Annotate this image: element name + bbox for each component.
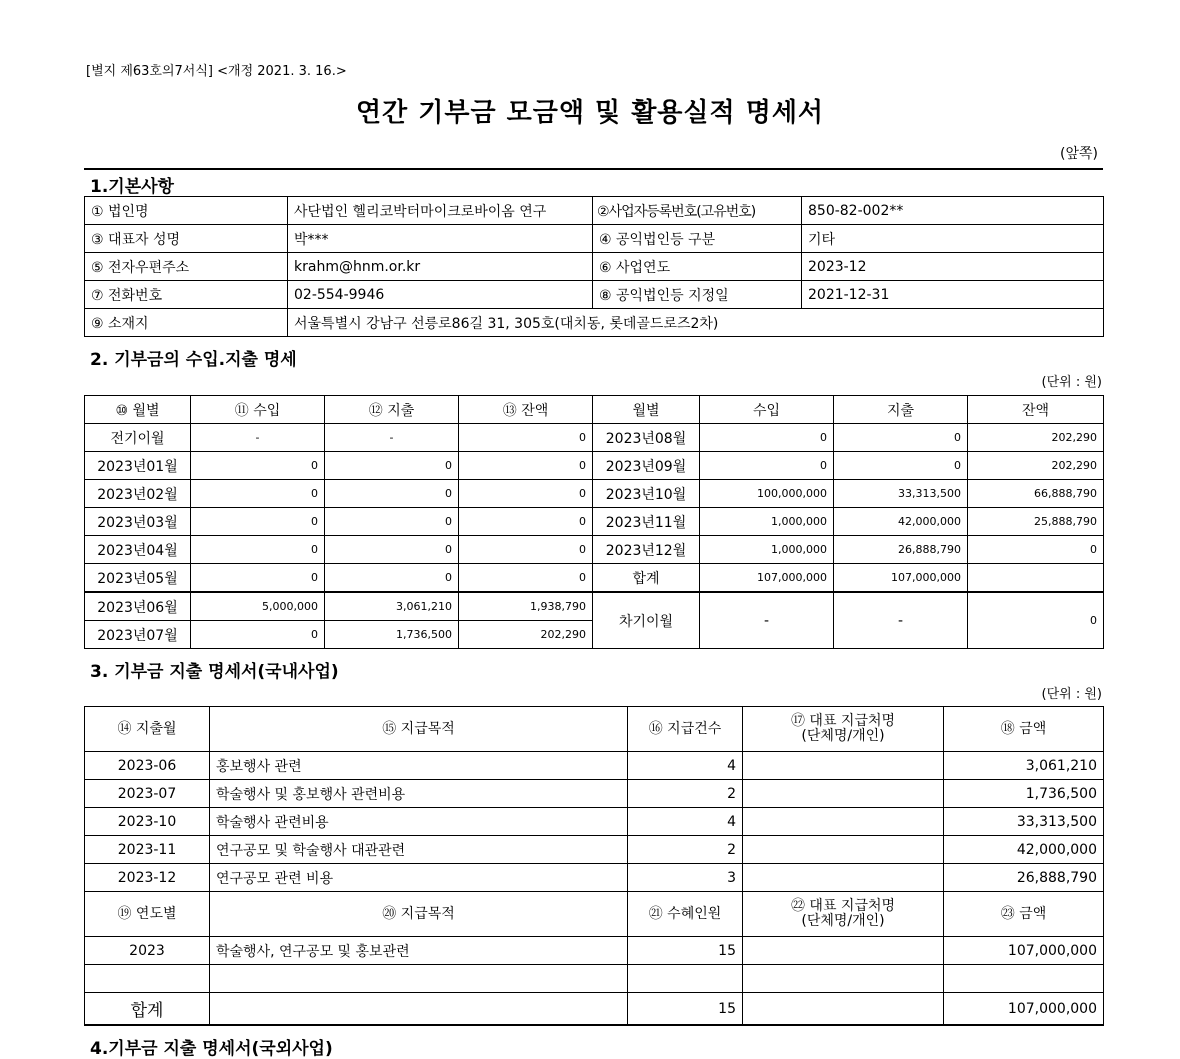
info-value: 02-554-9946 — [288, 281, 593, 309]
month-cell: 2023년10월 — [593, 480, 700, 508]
page-side: (앞쪽) — [1060, 146, 1098, 162]
month-row — [85, 508, 1104, 536]
amount-cell: 0 — [459, 536, 593, 564]
header-line: ㉒ 대표 지급처명 — [790, 898, 896, 914]
column-header: ⑱ 금액 — [944, 707, 1104, 752]
count-cell: 3 — [628, 864, 743, 892]
month-cell: 2023년08월 — [593, 424, 700, 452]
column-header: 월별 — [593, 396, 700, 424]
amount-cell: 33,313,500 — [944, 808, 1104, 836]
section3-heading: 3. 기부금 지출 명세서(국내사업) — [90, 662, 339, 682]
count-cell: 4 — [628, 808, 743, 836]
amount-cell: 0 — [834, 452, 968, 480]
purpose-cell: 연구공모 관련 비용 — [210, 864, 628, 892]
amount-cell: 25,888,790 — [968, 508, 1104, 536]
month-cell: 2023-07 — [85, 780, 210, 808]
column-header: ⑲ 연도별 — [85, 892, 210, 937]
info-label: ②사업자등록번호(고유번호) — [593, 197, 802, 225]
purpose-cell: 연구공모 및 학술행사 대관관련 — [210, 836, 628, 864]
month-cell: 2023년09월 — [593, 452, 700, 480]
month-cell: 합계 — [593, 564, 700, 593]
month-cell: 2023년12월 — [593, 536, 700, 564]
amount-cell: 42,000,000 — [834, 508, 968, 536]
info-row — [85, 225, 1104, 253]
expense-row — [85, 780, 1104, 808]
column-header: ⑮ 지급목적 — [210, 707, 628, 752]
month-row — [85, 480, 1104, 508]
amount-cell: 202,290 — [459, 621, 593, 649]
info-value: 2021-12-31 — [802, 281, 1104, 309]
month-cell: 2023년02월 — [85, 480, 191, 508]
amount-cell: 5,000,000 — [191, 592, 325, 621]
amount-cell: 0 — [459, 564, 593, 593]
section2-unit: (단위 : 원) — [1041, 375, 1102, 390]
amount-cell: - — [834, 592, 968, 649]
amount-cell: 66,888,790 — [968, 480, 1104, 508]
section4-heading: 4.기부금 지출 명세서(국외사업) — [90, 1039, 333, 1059]
address-value: 서울특별시 강남구 선릉로86길 31, 305호(대치동, 롯데골드로즈2차) — [288, 309, 1104, 337]
total-row — [85, 993, 1104, 1026]
month-cell: 2023년06월 — [85, 592, 191, 621]
month-cell: 2023-10 — [85, 808, 210, 836]
info-row — [85, 281, 1104, 309]
amount-cell: - — [325, 424, 459, 452]
domestic-expense-table — [84, 706, 1104, 1026]
month-cell: 전기이월 — [85, 424, 191, 452]
empty-cell — [210, 965, 628, 993]
amount-cell: 107,000,000 — [834, 564, 968, 593]
income-expense-table — [84, 395, 1104, 649]
amount-cell: 0 — [325, 564, 459, 593]
info-label: ④ 공익법인등 구분 — [593, 225, 802, 253]
month-cell: 2023년11월 — [593, 508, 700, 536]
expense-row — [85, 752, 1104, 780]
empty-row — [85, 965, 1104, 993]
purpose-cell: 학술행사, 연구공모 및 홍보관련 — [210, 937, 628, 965]
info-value: krahm@hnm.or.kr — [288, 253, 593, 281]
empty-cell — [628, 965, 743, 993]
amount-cell: 0 — [968, 536, 1104, 564]
amount-cell: 26,888,790 — [944, 864, 1104, 892]
amount-cell: 33,313,500 — [834, 480, 968, 508]
column-header: ⑫ 지출 — [325, 396, 459, 424]
section3-unit: (단위 : 원) — [1041, 687, 1102, 702]
amount-cell: 0 — [700, 424, 834, 452]
amount-cell: 0 — [968, 592, 1104, 649]
amount-cell: 0 — [459, 480, 593, 508]
payee-cell — [743, 780, 944, 808]
year-cell: 2023 — [85, 937, 210, 965]
info-label: ⑧ 공익법인등 지정일 — [593, 281, 802, 309]
amount-cell: 202,290 — [968, 424, 1104, 452]
info-label: ⑦ 전화번호 — [85, 281, 288, 309]
amount-cell: 0 — [191, 621, 325, 649]
column-header: ⑬ 잔액 — [459, 396, 593, 424]
info-value: 850-82-002** — [802, 197, 1104, 225]
payee-cell — [743, 808, 944, 836]
column-header: 지출 — [834, 396, 968, 424]
month-row — [85, 452, 1104, 480]
form-number: [별지 제63호의7서식] <개정 2021. 3. 16.> — [86, 64, 347, 79]
info-label: ⑤ 전자우편주소 — [85, 253, 288, 281]
header-row — [85, 396, 1104, 424]
month-row — [85, 592, 1104, 621]
amount-cell: 0 — [191, 564, 325, 593]
payee-cell — [743, 937, 944, 965]
header-row — [85, 892, 1104, 937]
info-label: ⑨ 소재지 — [85, 309, 288, 337]
column-header — [743, 892, 944, 937]
month-cell: 2023년04월 — [85, 536, 191, 564]
month-cell: 2023-11 — [85, 836, 210, 864]
column-header: ⑩ 월별 — [85, 396, 191, 424]
amount-cell: 0 — [834, 424, 968, 452]
empty-cell — [743, 965, 944, 993]
amount-cell: 42,000,000 — [944, 836, 1104, 864]
amount-cell: 0 — [191, 508, 325, 536]
header-row — [85, 707, 1104, 752]
amount-cell: 100,000,000 — [700, 480, 834, 508]
payee-cell — [743, 836, 944, 864]
month-row — [85, 564, 1104, 593]
amount-cell: 107,000,000 — [700, 564, 834, 593]
info-value: 박*** — [288, 225, 593, 253]
amount-cell: 202,290 — [968, 452, 1104, 480]
amount-cell: - — [191, 424, 325, 452]
column-header: 수입 — [700, 396, 834, 424]
amount-cell: 0 — [459, 508, 593, 536]
amount-cell: 0 — [191, 452, 325, 480]
carry-label: 차기이월 — [593, 592, 700, 649]
amount-cell: 0 — [325, 452, 459, 480]
column-header: ⑭ 지출월 — [85, 707, 210, 752]
amount-cell: 0 — [459, 452, 593, 480]
month-cell: 2023년07월 — [85, 621, 191, 649]
count-cell: 4 — [628, 752, 743, 780]
payee-cell — [743, 993, 944, 1026]
info-label: ③ 대표자 성명 — [85, 225, 288, 253]
yearly-row — [85, 937, 1104, 965]
section1-top-rule — [84, 168, 1103, 170]
month-row — [85, 536, 1104, 564]
expense-row — [85, 836, 1104, 864]
total-label: 합계 — [85, 993, 210, 1026]
month-cell: 2023-06 — [85, 752, 210, 780]
info-row — [85, 253, 1104, 281]
header-line: ⑰ 대표 지급처명 — [790, 713, 896, 729]
info-value: 기타 — [802, 225, 1104, 253]
purpose-cell: 학술행사 및 홍보행사 관련비용 — [210, 780, 628, 808]
basic-info-table — [84, 196, 1104, 337]
amount-cell: 3,061,210 — [325, 592, 459, 621]
payee-cell — [743, 864, 944, 892]
amount-cell: 107,000,000 — [944, 937, 1104, 965]
amount-cell: 0 — [191, 480, 325, 508]
info-value: 2023-12 — [802, 253, 1104, 281]
payee-cell — [743, 752, 944, 780]
count-cell: 15 — [628, 993, 743, 1026]
column-header: ⑪ 수입 — [191, 396, 325, 424]
amount-cell: 1,000,000 — [700, 536, 834, 564]
column-header — [743, 707, 944, 752]
month-row — [85, 424, 1104, 452]
column-header: ㉓ 금액 — [944, 892, 1104, 937]
section1-heading: 1.기본사항 — [90, 177, 174, 197]
amount-cell: 1,736,500 — [944, 780, 1104, 808]
month-cell: 2023년05월 — [85, 564, 191, 593]
column-header: ⑯ 지급건수 — [628, 707, 743, 752]
amount-cell: 26,888,790 — [834, 536, 968, 564]
month-cell: 2023-12 — [85, 864, 210, 892]
count-cell: 15 — [628, 937, 743, 965]
section2-heading: 2. 기부금의 수입.지출 명세 — [90, 350, 297, 370]
info-label: ① 법인명 — [85, 197, 288, 225]
column-header: ⑳ 지급목적 — [210, 892, 628, 937]
count-cell: 2 — [628, 836, 743, 864]
amount-cell: 0 — [191, 536, 325, 564]
amount-cell: - — [700, 592, 834, 649]
amount-cell: 0 — [459, 424, 593, 452]
amount-cell: 1,736,500 — [325, 621, 459, 649]
amount-cell: 3,061,210 — [944, 752, 1104, 780]
info-row — [85, 197, 1104, 225]
column-header: 잔액 — [968, 396, 1104, 424]
info-row — [85, 309, 1104, 337]
amount-cell: 0 — [325, 480, 459, 508]
expense-row — [85, 864, 1104, 892]
header-line: (단체명/개인) — [801, 913, 885, 929]
amount-cell: 0 — [325, 536, 459, 564]
amount-cell: 0 — [700, 452, 834, 480]
info-label: ⑥ 사업연도 — [593, 253, 802, 281]
amount-cell: 1,938,790 — [459, 592, 593, 621]
column-header: ㉑ 수혜인원 — [628, 892, 743, 937]
purpose-cell: 홍보행사 관련 — [210, 752, 628, 780]
page-title: 연간 기부금 모금액 및 활용실적 명세서 — [355, 98, 825, 128]
amount-cell: 1,000,000 — [700, 508, 834, 536]
purpose-cell — [210, 993, 628, 1026]
amount-cell: 107,000,000 — [944, 993, 1104, 1026]
amount-cell — [968, 564, 1104, 593]
amount-cell: 0 — [325, 508, 459, 536]
info-value: 사단법인 헬리코박터마이크로바이옴 연구 — [288, 197, 593, 225]
empty-cell — [85, 965, 210, 993]
purpose-cell: 학술행사 관련비용 — [210, 808, 628, 836]
month-cell: 2023년03월 — [85, 508, 191, 536]
month-cell: 2023년01월 — [85, 452, 191, 480]
empty-cell — [944, 965, 1104, 993]
count-cell: 2 — [628, 780, 743, 808]
expense-row — [85, 808, 1104, 836]
header-line: (단체명/개인) — [801, 728, 885, 744]
